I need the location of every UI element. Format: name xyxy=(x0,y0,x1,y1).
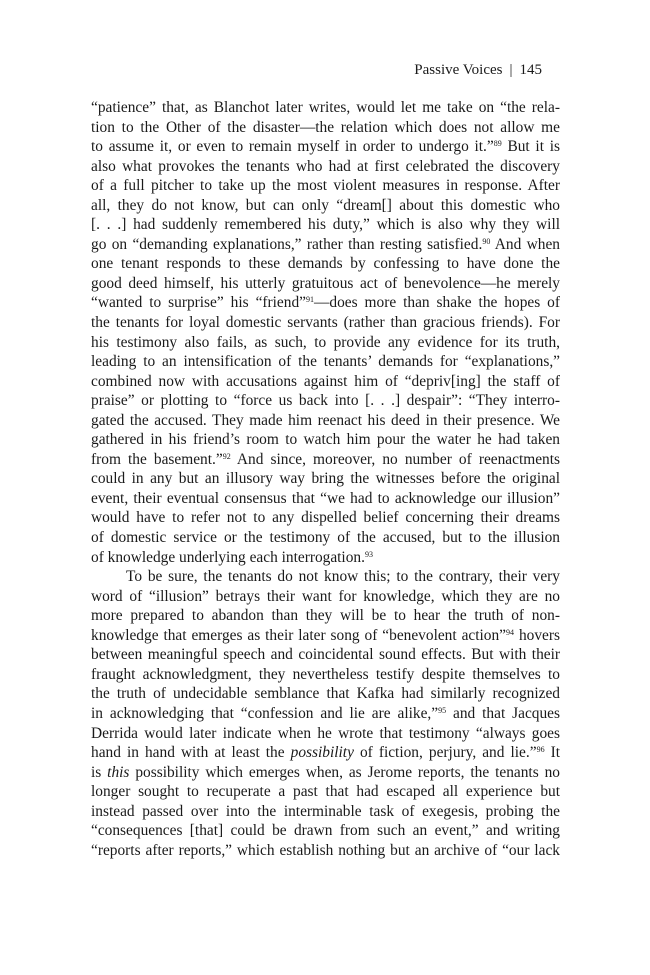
header-separator: | xyxy=(509,62,513,78)
line-text: of knowledge underlying each interrogation. xyxy=(91,548,365,566)
text-line xyxy=(91,665,560,685)
text-line xyxy=(91,352,560,372)
body-text xyxy=(91,98,560,860)
text-line xyxy=(91,548,560,568)
text-line xyxy=(91,626,560,646)
running-title: Passive Voices xyxy=(414,62,503,78)
text-line xyxy=(91,118,560,138)
line-text-continued: But it is xyxy=(501,138,560,156)
text-line xyxy=(91,469,560,489)
line-text: fraught acknowledgment, they nevertheless testify despite themselves to xyxy=(91,665,560,683)
line-text: “patience” that, as Blanchot later writes, would let me take on “the rela- xyxy=(91,99,560,116)
text-line xyxy=(91,782,560,802)
text-line xyxy=(91,724,560,744)
text-line xyxy=(91,821,560,841)
text-line xyxy=(91,450,560,470)
line-text: more prepared to abandon than they will be to hear the truth of non- xyxy=(91,607,560,625)
line-text: knowledge that emerges as their later song of “benevolent action” xyxy=(91,626,507,644)
line-text-continued: hovers xyxy=(514,626,560,644)
line-text: the tenants for loyal domestic servants (rather than gracious friends). For xyxy=(91,314,560,332)
line-text-continued: of fiction, perjury, and lie.” xyxy=(353,744,537,762)
text-line xyxy=(91,763,560,783)
footnote-ref: 95 xyxy=(438,705,447,715)
line-text: combined now with accusations against him of “depriv[ing] the staff of xyxy=(91,372,560,390)
line-text: To be sure, the tenants do not know this; to the contrary, their very xyxy=(126,568,560,586)
text-line xyxy=(91,196,560,216)
page-number: 145 xyxy=(519,62,542,78)
line-text: go on “demanding explanations,” rather than resting satisfied. xyxy=(91,235,483,253)
footnote-ref: 89 xyxy=(493,139,502,149)
text-line xyxy=(91,645,560,665)
line-text: leading to an intensification of the tenants’ demands for “explanations,” xyxy=(91,353,560,371)
line-text: his testimony also fails, as such, to provide any evidence for its truth, xyxy=(91,333,560,351)
line-text: one tenant responds to these demands by confessing to have done the xyxy=(91,255,560,273)
line-text: gathered in his friend’s room to watch him pour the water he had taken xyxy=(91,431,560,449)
line-text: “reports after reports,” which establish nothing but an archive of “our lack xyxy=(91,841,560,859)
running-head xyxy=(414,60,542,80)
line-text: the truth of undecidable semblance that Kafka had similarly recognized xyxy=(91,685,560,703)
text-line xyxy=(91,372,560,392)
line-text: good deed himself, his utterly gratuitous act of benevolence—he merely xyxy=(91,274,560,292)
text-line xyxy=(91,157,560,177)
line-text: between meaningful speech and coincidental sound effects. But with their xyxy=(91,646,560,664)
line-text-continued: —does more than shake the hopes of xyxy=(313,294,560,312)
line-text: longer sought to recuperate a past that had escaped all experience but xyxy=(91,783,560,801)
line-text: also what provokes the tenants who had at first celebrated the discovery xyxy=(91,157,560,175)
line-text: praise” or plotting to “force us back into [. . .] despair”: “They interro- xyxy=(91,392,560,410)
footnote-ref: 92 xyxy=(222,451,231,461)
text-line xyxy=(91,587,560,607)
footnote-ref: 94 xyxy=(506,627,515,637)
line-text: event, their eventual consensus that “we had to acknowledge our illusion” xyxy=(91,489,560,507)
text-line xyxy=(91,489,560,509)
line-text: gated the accused. They made him reenact his deed in their presence. We xyxy=(91,411,560,429)
line-text: of domestic service or the testimony of the accused, but to the illusion xyxy=(91,529,560,547)
text-line xyxy=(91,274,560,294)
line-text-continued: and that Jacques xyxy=(446,704,560,722)
line-text: of a full pitcher to take up the most violent measures in response. After xyxy=(91,177,560,195)
footnote-ref: 90 xyxy=(482,236,491,246)
text-line xyxy=(91,176,560,196)
text-line xyxy=(91,411,560,431)
line-text: tion to the Other of the disaster—the relation which does not allow me xyxy=(91,118,560,136)
line-text: “wanted to surprise” his “friend” xyxy=(91,294,306,312)
text-line xyxy=(91,684,560,704)
text-line xyxy=(91,333,560,353)
line-text-continued: It xyxy=(544,744,561,762)
line-text-continued: And since, moreover, no number of reenactments xyxy=(230,450,560,468)
line-text: is xyxy=(91,763,108,781)
line-text: would have to refer not to any dispelled belief concerning their dreams xyxy=(91,509,560,527)
line-text: could in any but an illusory way bring the witnesses before the original xyxy=(91,470,560,488)
footnote-ref: 93 xyxy=(364,549,373,559)
text-line xyxy=(91,743,560,763)
text-line xyxy=(91,137,560,157)
text-line xyxy=(91,704,560,724)
line-text: Derrida would later indicate when he wrote that testimony “always goes xyxy=(91,724,560,742)
line-text: all, they do not know, but can only “dream[] about this domestic who xyxy=(91,196,560,214)
text-line xyxy=(91,215,560,235)
line-text: hand in hand with at least the xyxy=(91,744,291,762)
line-text: [. . .] had suddenly remembered his duty,” which is also why they will xyxy=(91,216,560,234)
text-line xyxy=(91,508,560,528)
text-line xyxy=(91,391,560,411)
line-text: to assume it, or even to remain myself in order to undergo it.” xyxy=(91,138,494,156)
text-line xyxy=(91,567,560,587)
text-line xyxy=(91,606,560,626)
emphasis-text: this xyxy=(107,763,130,781)
text-line xyxy=(91,98,560,118)
text-line xyxy=(91,841,560,861)
emphasis-text: possibility xyxy=(290,744,354,762)
text-line xyxy=(91,528,560,548)
text-line xyxy=(91,254,560,274)
text-line xyxy=(91,313,560,333)
line-text: from the basement.” xyxy=(91,450,223,468)
line-text: instead passed over into the interminable task of exegesis, probing the xyxy=(91,802,560,820)
footnote-ref: 91 xyxy=(305,295,314,305)
footnote-ref: 96 xyxy=(536,745,545,755)
line-text: “consequences [that] could be drawn from such an event,” and writing xyxy=(91,822,560,840)
text-line xyxy=(91,235,560,255)
line-text: word of “illusion” betrays their want for knowledge, which they are no xyxy=(91,587,560,605)
line-text-continued: possibility which emerges when, as Jerome reports, the tenants no xyxy=(129,763,560,781)
text-line xyxy=(91,802,560,822)
text-line xyxy=(91,293,560,313)
line-text-continued: And when xyxy=(490,235,560,253)
text-line xyxy=(91,430,560,450)
line-text: in acknowledging that “confession and lie are alike,” xyxy=(91,704,439,722)
